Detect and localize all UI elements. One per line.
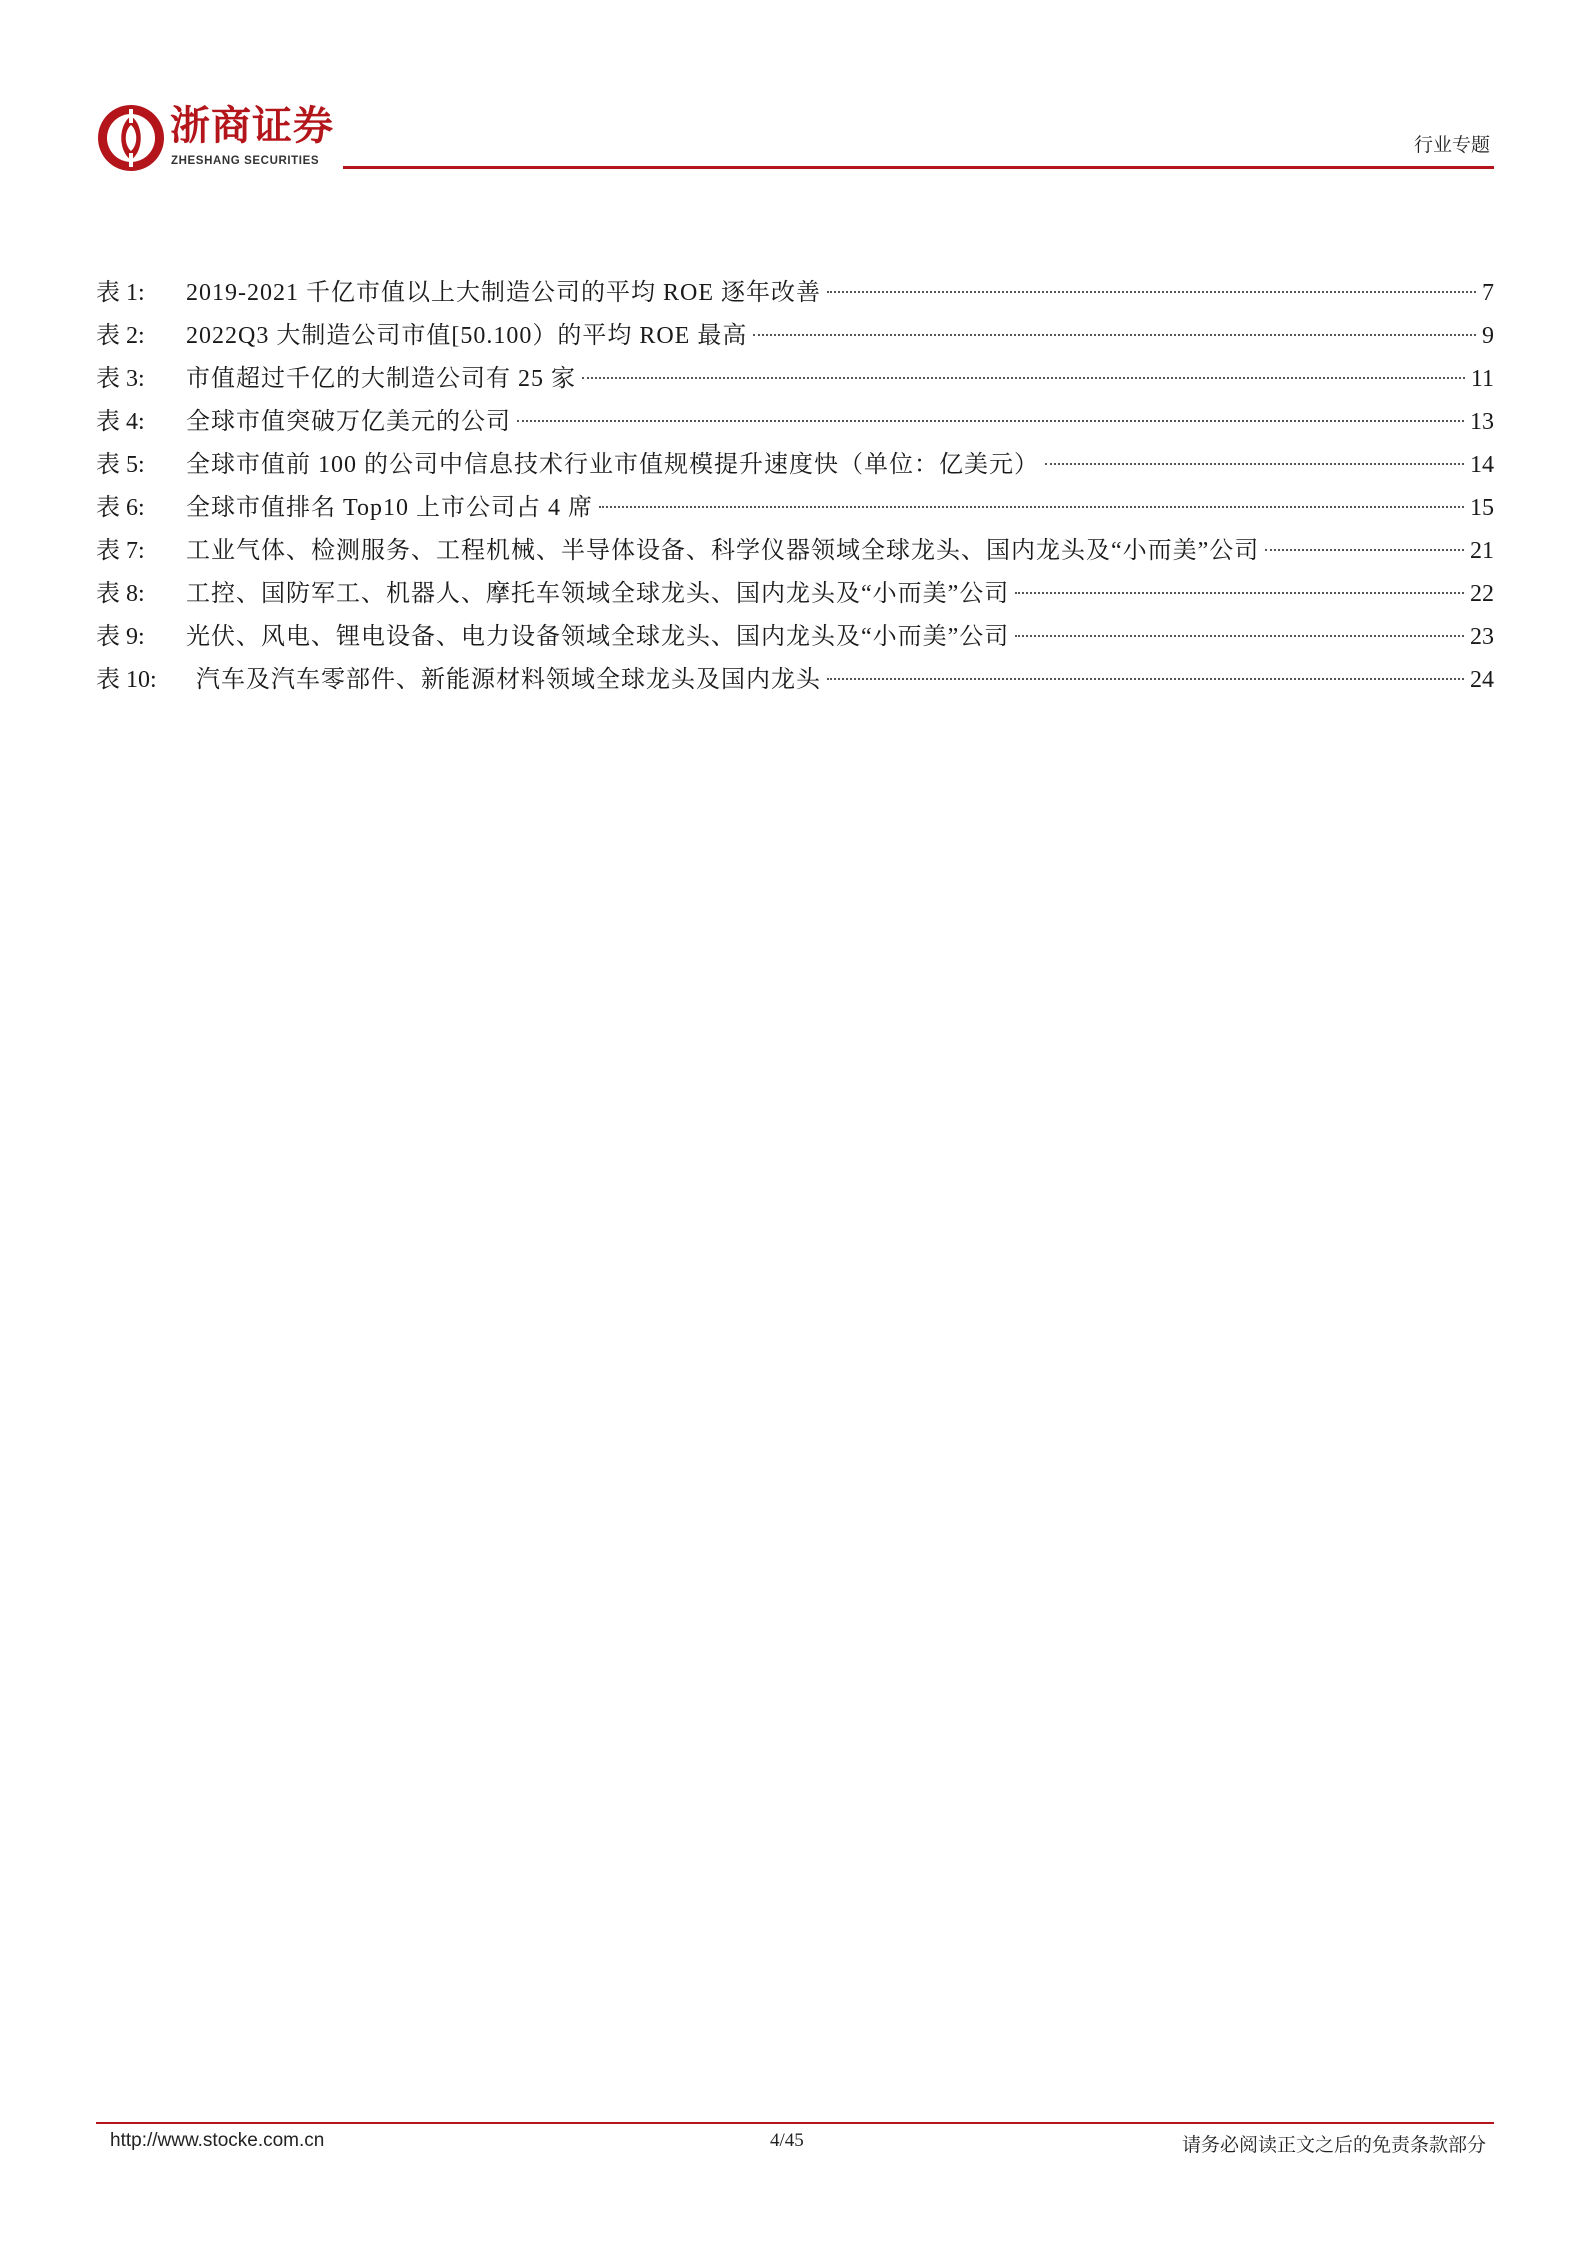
footer-page-indicator: 4/45	[770, 2130, 804, 2151]
toc-entry[interactable]	[96, 659, 1494, 702]
toc-entry-page: 23	[1470, 624, 1494, 650]
toc-entry-label: 表 4:	[96, 409, 145, 435]
toc-entry[interactable]	[96, 358, 1494, 401]
toc-dot-leader	[1015, 592, 1464, 594]
toc-entry-page: 24	[1470, 667, 1494, 693]
zheshang-logo-icon	[96, 103, 166, 173]
toc-entry-page: 15	[1470, 495, 1494, 521]
brand-name-cn: 浙商证券	[170, 103, 334, 149]
footer-website-link[interactable]: http://www.stocke.com.cn	[110, 2130, 325, 2151]
toc-entry-label: 表 8:	[96, 581, 145, 607]
toc-entry[interactable]	[96, 616, 1494, 659]
toc-entry-title: 市值超过千亿的大制造公司有 25 家	[186, 366, 576, 392]
toc-entry-page: 7	[1482, 280, 1494, 306]
section-tag: 行业专题	[1413, 134, 1490, 156]
toc-entry[interactable]	[96, 487, 1494, 530]
page-header	[0, 0, 1586, 180]
toc-dot-leader	[1265, 549, 1464, 551]
toc-dot-leader	[1015, 635, 1464, 637]
toc-dot-leader	[1045, 463, 1464, 465]
toc-entry[interactable]	[96, 573, 1494, 616]
toc-dot-leader	[517, 420, 1464, 422]
toc-entry-title: 光伏、风电、锂电设备、电力设备领域全球龙头、国内龙头及“小而美”公司	[186, 624, 1010, 650]
toc-entry-label: 表 6:	[96, 495, 145, 521]
toc-entry-page: 21	[1470, 538, 1494, 564]
toc-entry-page: 13	[1470, 409, 1494, 435]
toc-entry[interactable]	[96, 401, 1494, 444]
table-of-tables	[96, 272, 1494, 702]
toc-entry-label: 表 7:	[96, 538, 145, 564]
toc-entry-page: 11	[1470, 366, 1494, 392]
header-divider	[343, 166, 1494, 169]
toc-entry-title: 全球市值排名 Top10 上市公司占 4 席	[186, 495, 593, 521]
toc-dot-leader	[753, 334, 1476, 336]
toc-entry-label: 表 2:	[96, 323, 145, 349]
toc-entry-label: 表 9:	[96, 624, 145, 650]
toc-entry-title: 全球市值前 100 的公司中信息技术行业市值规模提升速度快（单位：亿美元）	[186, 452, 1039, 478]
toc-entry-title: 工控、国防军工、机器人、摩托车领域全球龙头、国内龙头及“小而美”公司	[186, 581, 1010, 607]
toc-entry-title: 工业气体、检测服务、工程机械、半导体设备、科学仪器领域全球龙头、国内龙头及“小而美”公司	[186, 538, 1260, 564]
toc-entry-label: 表 5:	[96, 452, 145, 478]
brand-name-en: ZHESHANG SECURITIES	[171, 155, 320, 167]
toc-entry-page: 22	[1470, 581, 1494, 607]
toc-dot-leader	[827, 291, 1476, 293]
toc-entry-title: 2019-2021 千亿市值以上大制造公司的平均 ROE 逐年改善	[186, 280, 821, 306]
toc-entry-label: 表 1:	[96, 280, 145, 306]
toc-entry-label: 表 3:	[96, 366, 145, 392]
toc-dot-leader	[827, 678, 1464, 680]
toc-entry-title: 汽车及汽车零部件、新能源材料领域全球龙头及国内龙头	[196, 667, 821, 693]
toc-entry-title: 全球市值突破万亿美元的公司	[186, 409, 511, 435]
toc-entry[interactable]	[96, 444, 1494, 487]
toc-entry-title: 2022Q3 大制造公司市值[50.100）的平均 ROE 最高	[186, 323, 748, 349]
toc-dot-leader	[599, 506, 1464, 508]
toc-entry-page: 9	[1482, 323, 1494, 349]
toc-entry[interactable]	[96, 272, 1494, 315]
toc-entry-page: 14	[1470, 452, 1494, 478]
toc-dot-leader	[582, 377, 1465, 379]
toc-entry[interactable]	[96, 530, 1494, 573]
toc-entry[interactable]	[96, 315, 1494, 358]
footer-disclaimer: 请务必阅读正文之后的免责条款部分	[1181, 2134, 1486, 2156]
footer-divider	[96, 2122, 1494, 2124]
toc-entry-label: 表 10:	[96, 667, 157, 693]
